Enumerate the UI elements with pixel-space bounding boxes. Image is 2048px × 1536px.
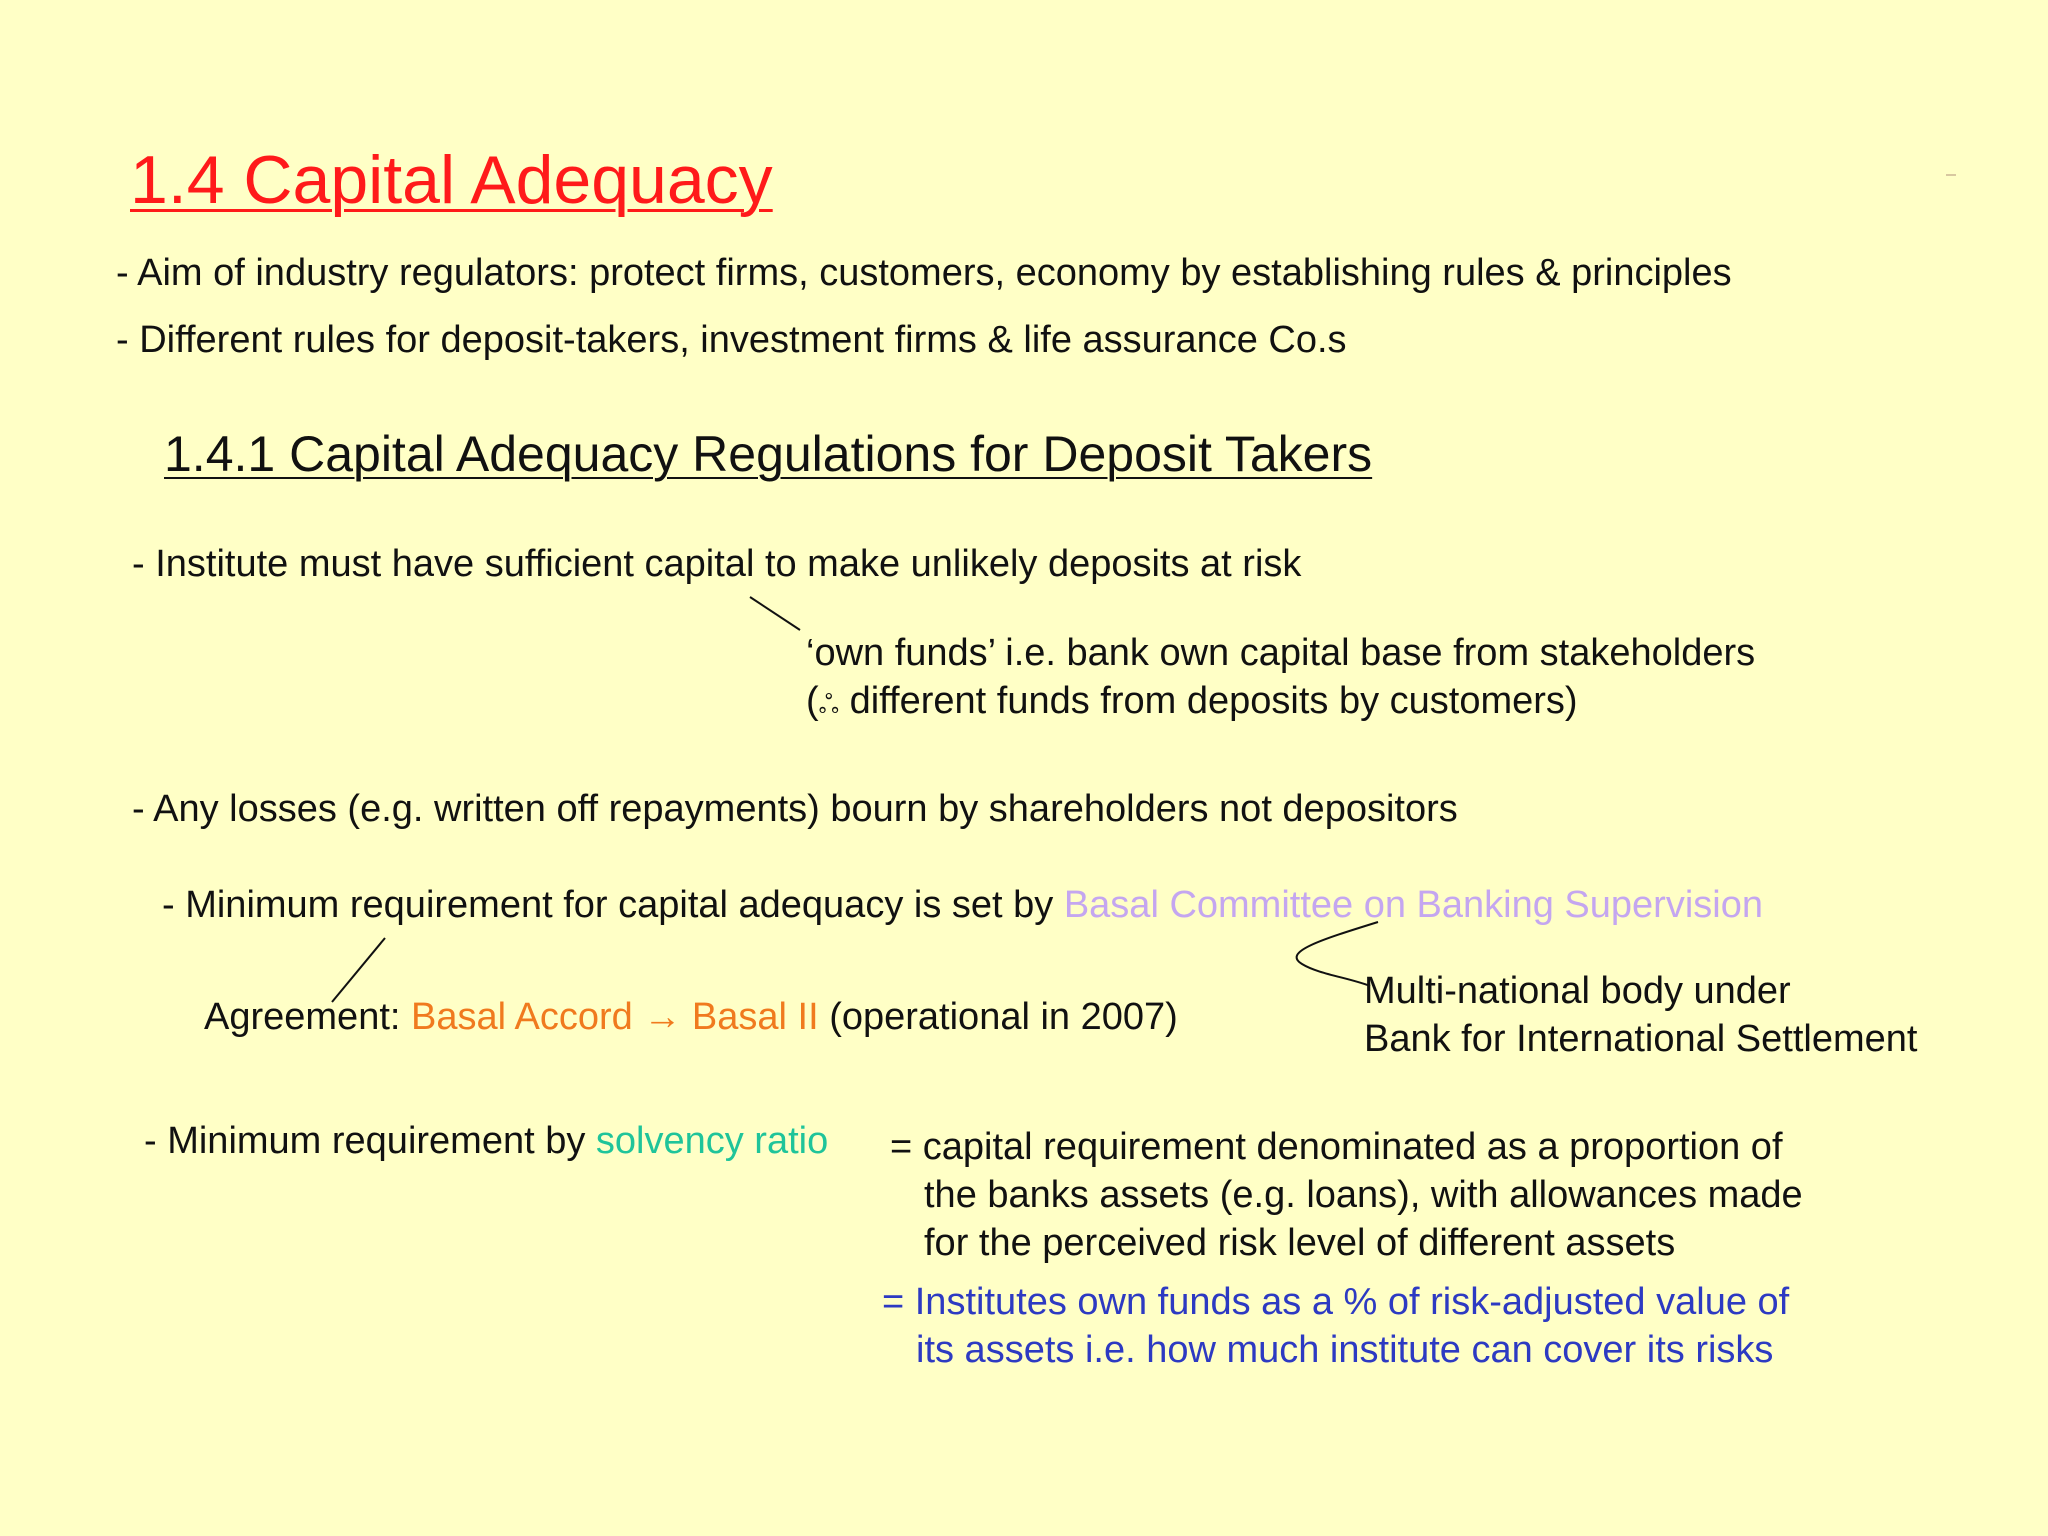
definition-line3: for the perceived risk level of different assets: [924, 1222, 1676, 1264]
definition2-line1: = Institutes own funds as a % of risk-adjusted value of: [882, 1281, 1790, 1323]
definition-line2: the banks assets (e.g. loans), with allowances made: [924, 1174, 1803, 1216]
therefore-icon: ஃ: [818, 689, 840, 719]
arrow-right-icon: →: [643, 996, 682, 1038]
agreement-line: Agreement: Basal Accord → Basal II (operational in 2007): [204, 996, 1178, 1038]
own-funds-line2: (ஃ different funds from deposits by customers): [806, 680, 1578, 722]
committee-name: Basal Committee on Banking Supervision: [1063, 884, 1763, 926]
definition2-line2: its assets i.e. how much institute can cover its risks: [916, 1329, 1774, 1371]
section-subheading: 1.4.1 Capital Adequacy Regulations for Deposit Takers: [164, 426, 1373, 482]
bullet-aim: - Aim of industry regulators: protect firms, customers, economy by establishing rules & principles: [116, 252, 1732, 294]
own-funds-line1: ‘own funds’ i.e. bank own capital base from stakeholders: [806, 632, 1756, 674]
bullet-rules: - Different rules for deposit-takers, investment firms & life assurance Co.s: [116, 319, 1347, 361]
multinational-line1: Multi-national body under: [1364, 970, 1791, 1012]
connector-agreement: [332, 938, 385, 1002]
bullet-losses: - Any losses (e.g. written off repayments) bourn by shareholders not depositors: [132, 788, 1458, 830]
multinational-line2: Bank for International Settlement: [1364, 1018, 1918, 1060]
connector-own-funds: [750, 597, 800, 630]
bullet-solvency: - Minimum requirement by solvency ratio: [144, 1120, 829, 1162]
basal-accord: Basal Accord: [411, 996, 633, 1038]
basal-ii: Basal II: [691, 996, 819, 1038]
definition-line1: = capital requirement denominated as a proportion of: [890, 1126, 1783, 1168]
page-title: 1.4 Capital Adequacy: [130, 142, 773, 218]
bullet-institute: - Institute must have sufficient capital to make unlikely deposits at risk: [132, 543, 1302, 585]
solvency-ratio-term: solvency ratio: [595, 1120, 829, 1162]
bullet-minimum: - Minimum requirement for capital adequacy is set by Basal Committee on Banking Supervision: [162, 884, 1763, 926]
connector-multinational: [1297, 922, 1378, 986]
